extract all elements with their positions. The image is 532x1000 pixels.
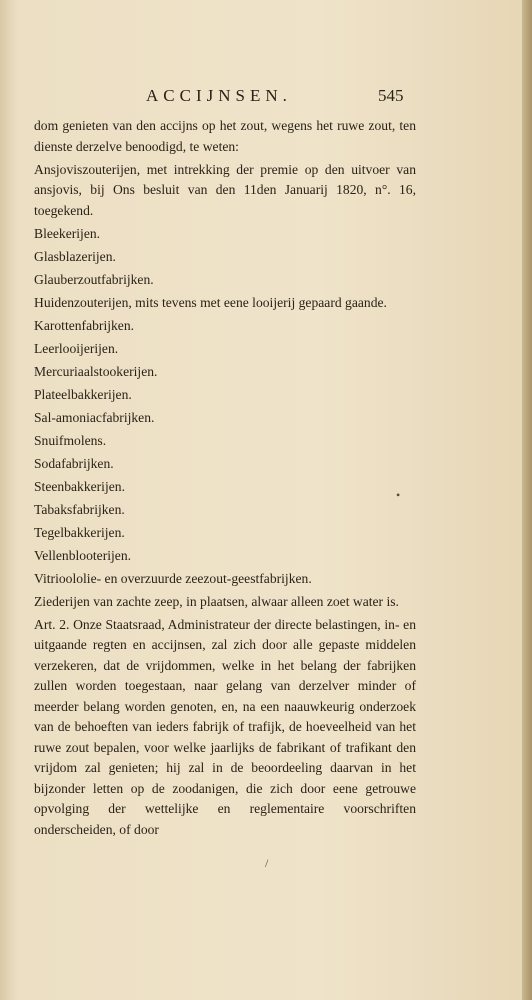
list-item: Leerlooijerijen.	[34, 340, 119, 356]
list-item: Karottenfabrijken.	[34, 317, 135, 333]
list-item: Ansjoviszouterijen, met intrekking der premie op den uitvoer van ansjovis, bij Ons besluit van den 11den Januarij 1820, n°. 16, toegekend.	[34, 161, 416, 218]
list-item: Ziederijen van zachte zeep, in plaatsen, alwaar alleen zoet water is.	[34, 593, 399, 609]
opening-paragraph: dom genieten van den accijns op het zout, wegens het ruwe zout, ten dienste derzelve benoodigd, te weten:	[34, 118, 416, 154]
list-item: Steenbakkerijen.	[34, 478, 125, 494]
body-text	[34, 116, 416, 840]
ink-speck: /	[265, 856, 269, 870]
list-item: Plateelbakkerijen.	[34, 386, 132, 402]
page-number: 545	[378, 86, 404, 105]
list-item: Tegelbakkerijen.	[34, 524, 125, 540]
list-item: Glauberzoutfabrijken.	[34, 271, 154, 287]
page-edge	[522, 0, 532, 1000]
list-item: Huidenzouterijen, mits tevens met eene looijerij gepaard gaande.	[34, 294, 387, 310]
article-paragraph: Art. 2. Onze Staatsraad, Administrateur der directe belastingen, in- en uitgaande regten en accijnsen, zal zich door alle gepaste middelen verzekeren, dat de vrijdommen, welke in het belang der fabrijken zullen worden toegestaan, naar gelang van derzelver minder of meerder belang worden genoten, en, na een naauwkeurig onderzoek van de behoeften van ieders fabrijk of trafijk, de hoeveelheid van het ruwe zout bepalen, voor welke jaarlijks de fabrikant of trafikant den vrijdom zal genieten; hij zal in de beoordeeling daarvan in het bijzonder letten op de zoodanigen, die zich door eene getrouwe opvolging der wettelijke en reglementaire voorschriften onderscheiden, of door	[34, 616, 416, 837]
list-item: Mercuriaalstookerijen.	[34, 363, 158, 379]
list-item: Glasblazerijen.	[34, 248, 116, 264]
list-item: Bleekerijen.	[34, 225, 101, 241]
list-item: Tabaksfabrijken.	[34, 501, 125, 517]
page-header	[0, 86, 532, 108]
ink-speck: •	[396, 488, 401, 502]
list-item: Sal-amoniacfabrijken.	[34, 409, 155, 425]
list-item: Snuifmolens.	[34, 432, 107, 448]
list-item: Vellenblooterijen.	[34, 547, 132, 563]
list-item: Sodafabrijken.	[34, 455, 114, 471]
running-title: ACCIJNSEN.	[146, 86, 292, 105]
list-item: Vitrioololie- en overzuurde zeezout-geestfabrijken.	[34, 570, 312, 586]
